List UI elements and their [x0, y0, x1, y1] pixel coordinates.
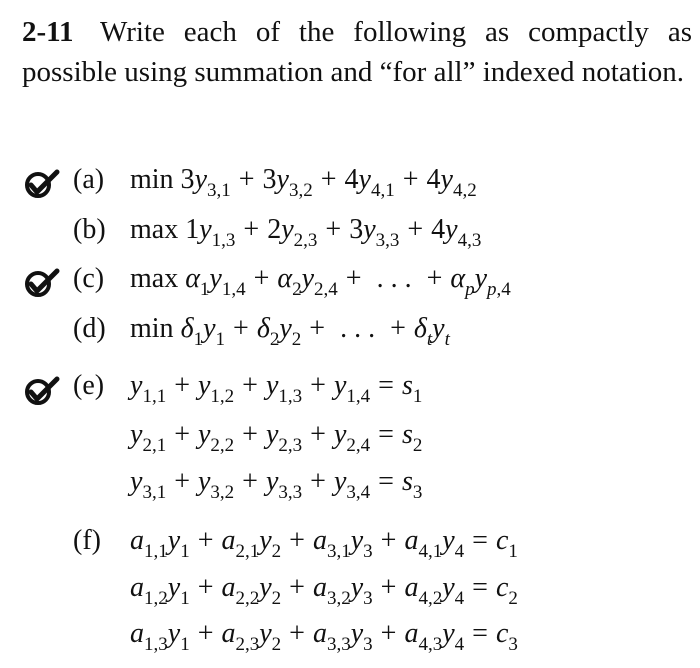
- problem-statement: [22, 12, 692, 92]
- part-f-line-2: $a_{1,2}y_1 + a_{2,2}y_2 + a_{3,2}y_3 + a_{4,2}y_4 = c_2$: [130, 572, 518, 609]
- problem-number: 2-11: [22, 16, 74, 48]
- part-e-line-2: $y_{2,1} + y_{2,2} + y_{2,3} + y_{2,4} = s_2$: [130, 419, 423, 456]
- problem-text: Write each of the following as compactly as possible using summation and “for all” indexed notation.: [22, 16, 692, 88]
- part-d-expression: $\min \delta_1y_1 + \delta_2y_2$ + . . . + $\delta_ty_t$: [130, 313, 450, 350]
- check-mark-icon: [22, 267, 62, 301]
- part-b-label: (b): [73, 214, 106, 245]
- part-f-line-3: $a_{1,3}y_1 + a_{2,3}y_2 + a_{3,3}y_3 + a_{4,3}y_4 = c_3$: [130, 618, 518, 655]
- check-mark-icon: [22, 168, 62, 202]
- part-b-expression: $\max 1y_{1,3} + 2y_{2,3} + 3y_{3,3} + 4y_{4,3}$: [130, 214, 482, 251]
- part-e-line-3: $y_{3,1} + y_{3,2} + y_{3,3} + y_{3,4} = s_3$: [130, 466, 423, 503]
- part-c-expression: $\max \alpha_1y_{1,4} + \alpha_2y_{2,4}$ + . . . + $\alpha_py_{p,4}$: [130, 263, 511, 300]
- check-mark-icon: [22, 375, 62, 409]
- part-f-line-1: $a_{1,1}y_1 + a_{2,1}y_2 + a_{3,1}y_3 + a_{4,1}y_4 = c_1$: [130, 525, 518, 562]
- part-c-label: (c): [73, 263, 105, 294]
- part-d-label: (d): [73, 313, 106, 344]
- part-e-label: (e): [73, 370, 105, 401]
- part-a-label: (a): [73, 164, 105, 195]
- part-a-expression: $\min 3y_{3,1} + 3y_{3,2} + 4y_{4,1} + 4y_{4,2}$: [130, 164, 477, 201]
- part-e-line-1: $y_{1,1} + y_{1,2} + y_{1,3} + y_{1,4} = s_1$: [130, 370, 423, 407]
- part-f-label: (f): [73, 525, 101, 556]
